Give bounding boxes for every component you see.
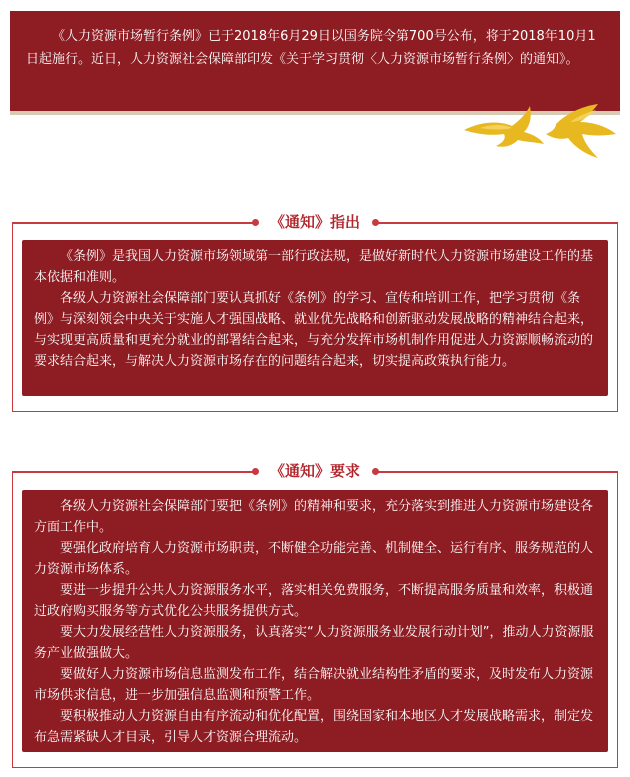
section2-card: [22, 490, 608, 752]
section1-title: 《通知》指出: [269, 213, 360, 231]
golden-doves-icon: [460, 100, 620, 162]
section2-paragraph: 要积极推动人力资源自由有序流动和优化配置，围绕国家和本地区人才发展战略需求，制定发布急需紧缺人才目录，引导人才资源合理流动。: [34, 709, 594, 745]
section1-card: [22, 240, 608, 396]
section1-paragraph: 《条例》是我国人力资源市场领域第一部行政法规，是做好新时代人力资源市场建设工作的基本依据和准则。: [34, 249, 594, 285]
section2-paragraph: 要做好人力资源市场信息监测发布工作，结合解决就业结构性矛盾的要求，及时发布人力资源市场供求信息，进一步加强信息监测和预警工作。: [34, 667, 594, 703]
section2-paragraph: 要强化政府培育人力资源市场职责，不断健全功能完善、机制健全、运行有序、服务规范的人力资源市场体系。: [34, 541, 594, 577]
section2-paragraph: 要进一步提升公共人力资源服务水平，落实相关免费服务，不断提高服务质量和效率，积极通过政府购买服务等方式优化公共服务提供方式。: [34, 583, 594, 619]
intro-text: 《人力资源市场暂行条例》已于2018年6月29日以国务院令第700号公布，将于2018年10月1日起施行。近日，人力资源社会保障部印发《关于学习贯彻〈人力资源市场暂行条例〉的通知》。: [26, 29, 596, 67]
section2-paragraph: 要大力发展经营性人力资源服务，认真落实“人力资源服务业发展行动计划”，推动人力资源服务产业做强做大。: [34, 625, 594, 661]
section2-title: 《通知》要求: [269, 462, 360, 480]
section2-paragraph: 各级人力资源社会保障部门要把《条例》的精神和要求，充分落实到推进人力资源市场建设各方面工作中。: [34, 499, 594, 535]
section1-paragraph: 各级人力资源社会保障部门要认真抓好《条例》的学习、宣传和培训工作，把学习贯彻《条例》与深刻领会中央关于实施人才强国战略、就业优先战略和创新驱动发展战略的精神结合起来，与实现更高质量和更充分就业的部署结合起来，与充分发挥市场机制作用促进人力资源顺畅流动的要求结合起来，与解决人力资源市场存在的问题结合起来，切实提高政策执行能力。: [34, 291, 594, 369]
